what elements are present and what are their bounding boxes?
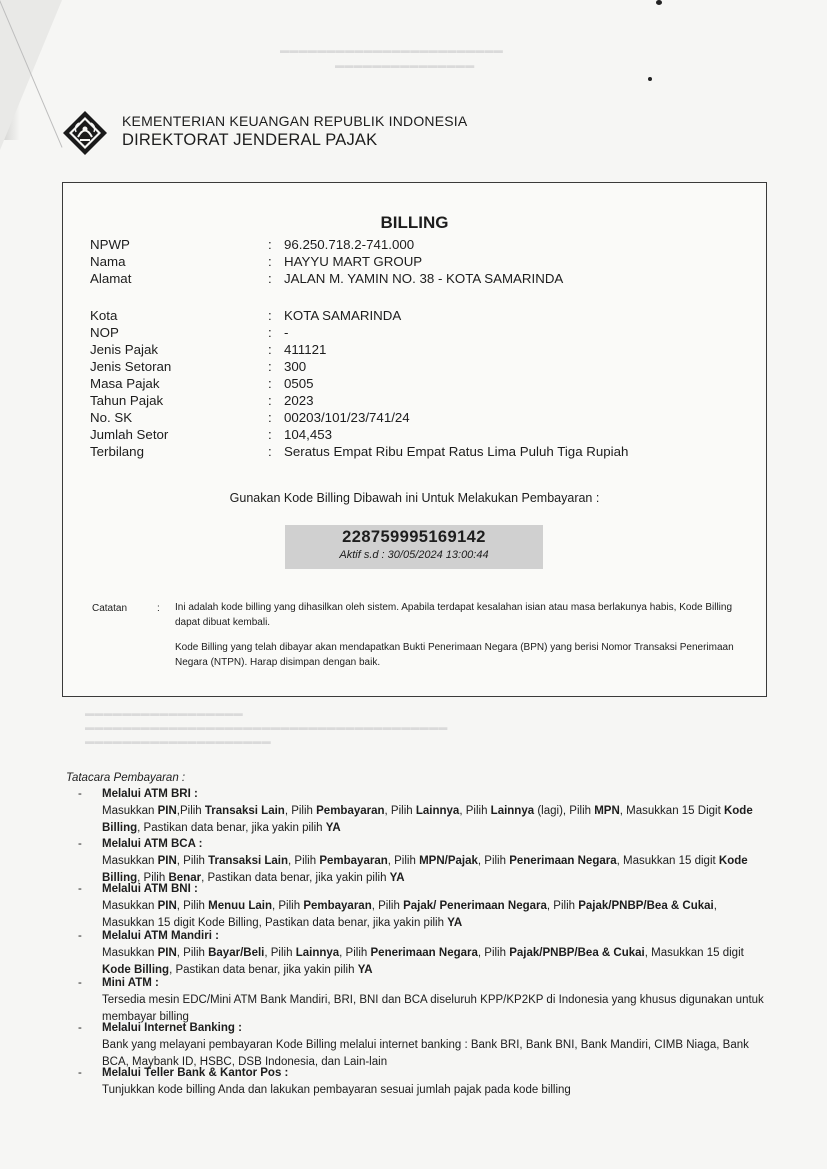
ministry-emblem-icon [62,110,108,156]
field-nop [90,325,760,342]
procedures-title: Tatacara Pembayaran : [66,772,186,784]
note-colon: : [157,603,160,614]
method-description: Bank yang melayani pembayaran Kode Billing melalui internet banking : Bank BRI, Bank BNI, Bank Mandiri, CIMB Niaga, Bank BCA, Maybank ID, HSBC, DSB Indonesia, dan Lain-lain [102,1038,749,1068]
method-description: Masukkan PIN, Pilih Menuu Lain, Pilih Pembayaran, Pilih Pajak/ Penerimaan Negara, Pilih Pajak/PNBP/Bea & Cukai, Masukkan 15 digit Kode Billing, Pastikan data benar, jika yakin pilih YA [102,899,717,929]
ministry-name: KEMENTERIAN KEUANGAN REPUBLIK INDONESIA [122,113,468,129]
field-no-sk [90,410,760,427]
field-masa-pajak [90,376,760,393]
method-name: Melalui ATM BNI : [102,883,198,895]
field-value: 2023 [284,393,314,408]
note-paragraph: Kode Billing yang telah dibayar akan mendapatkan Bukti Penerimaan Negara (BPN) yang berisi Nomor Transaksi Penerimaan Negara (NTPN). Harap disimpan dengan baik. [175,642,734,668]
note-paragraph: Ini adalah kode billing yang dihasilkan oleh sistem. Apabila terdapat kesalahan isian atau masa berlakunya habis, Kode Billing dapat dibuat kembali. [175,602,733,628]
field-alamat [90,271,760,288]
field-label: Jenis Setoran [90,359,172,374]
list-dash: - [78,977,82,989]
field-kota [90,308,760,325]
field-colon: : [268,410,272,425]
method-name: Melalui ATM Mandiri : [102,930,219,942]
field-value: Seratus Empat Ribu Empat Ratus Lima Puluh Tiga Rupiah [284,444,629,459]
field-jumlah-setor [90,427,760,444]
method-description: Masukkan PIN, Pilih Transaksi Lain, Pilih Pembayaran, Pilih MPN/Pajak, Pilih Penerimaan Negara, Masukkan 15 digit Kode Billing, Pilih Benar, Pastikan data benar, jika yakin pilih YA [102,854,748,884]
field-value: JALAN M. YAMIN NO. 38 - KOTA SAMARINDA [284,271,564,286]
field-jenis-pajak [90,342,760,359]
field-npwp [90,237,760,254]
bleed-through-text: ▬▬▬▬▬▬▬▬▬▬▬▬▬▬▬▬▬▬▬▬▬▬▬▬▬▬▬▬▬▬▬▬▬▬▬▬▬▬▬ [85,722,448,732]
billing-code: 228759995169142 [342,528,486,546]
field-colon: : [268,393,272,408]
billing-code-box [285,525,543,569]
list-dash: - [78,838,82,850]
field-tahun-pajak [90,393,760,410]
list-dash: - [78,883,82,895]
field-jenis-setoran [90,359,760,376]
billing-panel [62,182,767,697]
field-value: 411121 [284,342,327,357]
method-name: Melalui Internet Banking : [102,1022,242,1034]
field-label: No. SK [90,410,133,425]
list-dash: - [78,1067,82,1079]
billing-expiry: Aktif s.d : 30/05/2024 13:00:44 [339,549,489,561]
method-name: Mini ATM : [102,977,159,989]
bleed-through-text: ▬▬▬▬▬▬▬▬▬▬▬▬▬▬▬▬▬▬▬▬▬▬▬▬ [280,45,504,55]
field-label: NPWP [90,237,130,252]
method-description: Masukkan PIN,Pilih Transaksi Lain, Pilih Pembayaran, Pilih Lainnya, Pilih Lainnya (lagi), Pilih MPN, Masukkan 15 Digit Kode Billing, Pastikan data benar, jika yakin pilih YA [102,804,753,834]
bleed-through-text: ▬▬▬▬▬▬▬▬▬▬▬▬▬▬▬▬▬ [85,708,244,718]
field-value: 00203/101/23/741/24 [284,410,410,425]
field-colon: : [268,237,272,252]
method-name: Melalui ATM BCA : [102,838,203,850]
field-colon: : [268,376,272,391]
bleed-through-text: ▬▬▬▬▬▬▬▬▬▬▬▬▬▬▬ [335,60,475,70]
field-value: 104,453 [284,427,333,442]
field-colon: : [268,308,272,323]
field-terbilang [90,444,760,461]
field-colon: : [268,325,272,340]
method-name: Melalui ATM BRI : [102,788,198,800]
method-description: Tersedia mesin EDC/Mini ATM Bank Mandiri, BRI, BNI dan BCA diseluruh KPP/KP2KP di Indonesia yang khusus digunakan untuk membayar billing [102,993,764,1023]
list-dash: - [78,930,82,942]
note-label: Catatan [92,603,128,614]
field-label: Jumlah Setor [90,427,169,442]
field-label: Alamat [90,271,132,286]
field-label: Tahun Pajak [90,393,164,408]
method-description: Masukkan PIN, Pilih Bayar/Beli, Pilih Lainnya, Pilih Penerimaan Negara, Pilih Pajak/PNBP/Bea & Cukai, Masukkan 15 digit Kode Billing, Pastikan data benar, jika yakin pilih YA [102,946,744,976]
field-colon: : [268,359,272,374]
field-colon: : [268,254,272,269]
scan-speck [656,0,662,5]
field-nama [90,254,760,271]
bleed-through-text: ▬▬▬▬▬▬▬▬▬▬▬▬▬▬▬▬▬▬▬▬ [85,736,271,746]
field-colon: : [268,427,272,442]
field-colon: : [268,271,272,286]
field-label: Jenis Pajak [90,342,158,357]
directorate-name: DIREKTORAT JENDERAL PAJAK [122,131,378,149]
billing-title: BILLING [380,213,449,232]
field-value: 0505 [284,376,314,391]
field-label: Terbilang [90,444,144,459]
field-value: - [284,325,289,340]
list-dash: - [78,1022,82,1034]
field-value: 300 [284,359,307,374]
field-value: HAYYU MART GROUP [284,254,423,269]
method-description: Tunjukkan kode billing Anda dan lakukan pembayaran sesuai jumlah pajak pada kode billing [102,1083,571,1096]
field-label: Kota [90,308,118,323]
payment-instruction: Gunakan Kode Billing Dibawah ini Untuk Melakukan Pembayaran : [229,491,600,505]
field-value: 96.250.718.2-741.000 [284,237,415,252]
field-value: KOTA SAMARINDA [284,308,402,323]
list-dash: - [78,788,82,800]
field-colon: : [268,342,272,357]
field-label: Masa Pajak [90,376,160,391]
field-colon: : [268,444,272,459]
field-label: NOP [90,325,119,340]
scan-speck [648,77,652,81]
method-name: Melalui Teller Bank & Kantor Pos : [102,1067,289,1079]
field-label: Nama [90,254,126,269]
